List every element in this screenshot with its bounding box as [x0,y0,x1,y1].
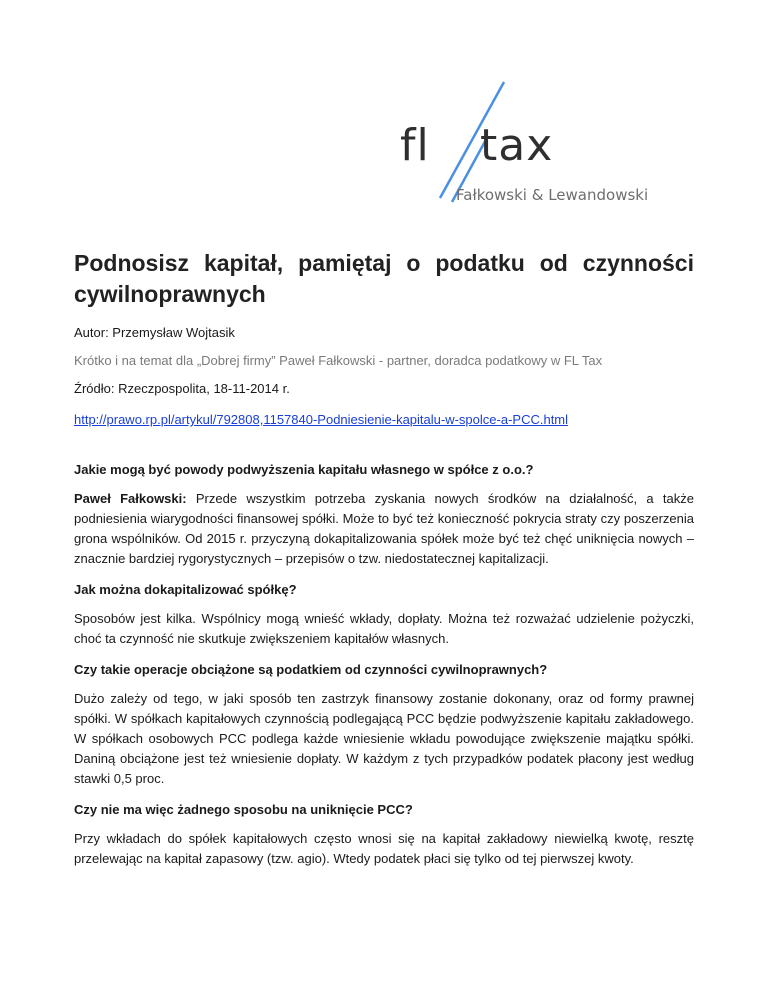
article [74,248,694,881]
company-logo [392,78,662,208]
logo-subtitle: Fałkowski & Lewandowski [456,186,649,204]
question-4: Czy nie ma więc żadnego sposobu na uniknięcie PCC? [74,802,413,817]
question-2: Jak można dokapitalizować spółkę? [74,582,297,597]
article-title: Podnosisz kapitał, pamiętaj o podatku od czynności cywilnoprawnych [74,250,694,307]
answer-1 [74,489,694,569]
logo-fl: fl [400,120,430,171]
logo-tax: tax [480,120,554,171]
question-1: Jakie mogą być powody podwyższenia kapitału własnego w spółce z o.o.? [74,462,534,477]
answer-speaker: Paweł Fałkowski: [74,491,187,506]
article-source: Źródło: Rzeczpospolita, 18-11-2014 r. [74,381,290,396]
answer-4: Przy wkładach do spółek kapitałowych często wnosi się na kapitał zakładowy niewielką kwotę, resztę przelewając na kapitał zapasowy (tzw. agio). Wtedy podatek płaci się tylko od tej pierwszej kwoty. [74,831,694,866]
answer-1-text: Przede wszystkim potrzeba zyskania nowych środków na działalność, a także podniesienia wiarygodności finansowej spółki. Może to być też konieczność pokrycia straty czy poszerzenia grona wspólników. Od 2015 r. przyczyną dokapitalizowania spółek może być też chęć uniknięcia nowych – znacznie bardziej rygorystycznych – przepisów o tzw. niedostatecznej kapitalizacji. [74,491,694,566]
question-3: Czy takie operacje obciążone są podatkiem od czynności cywilnoprawnych? [74,662,548,677]
article-author: Autor: Przemysław Wojtasik [74,325,235,340]
answer-3: Dużo zależy od tego, w jaki sposób ten zastrzyk finansowy zostanie dokonany, oraz od formy prawnej spółki. W spółkach kapitałowych czynnością podlegającą PCC będzie podwyższenie kapitału zakładowego. W spółkach osobowych PCC podlega każde wniesienie wkładu powodujące zwiększenie majątku spółki. Daniną obciążone jest też wniesienie dopłaty. W każdym z tych przypadków podatek płacony jest według stawki 0,5 proc. [74,691,694,786]
source-link[interactable]: http://prawo.rp.pl/artykul/792808,1157840-Podniesienie-kapitalu-w-spolce-a-PCC.html [74,412,569,427]
answer-2: Sposobów jest kilka. Wspólnicy mogą wnieść wkłady, dopłaty. Można też rozważać udzielenie pożyczki, choć ta czynność nie skutkuje zwiększeniem kapitałów własnych. [74,611,694,646]
article-intro: Krótko i na temat dla „Dobrej firmy” Paweł Fałkowski - partner, doradca podatkowy w FL Tax [74,353,603,368]
